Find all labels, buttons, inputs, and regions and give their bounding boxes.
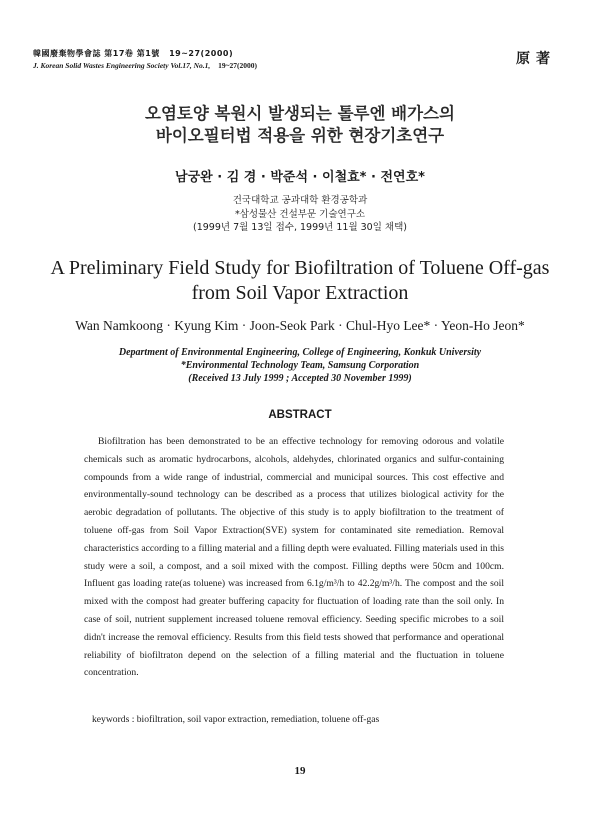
abstract-body: Biofiltration has been demonstrated to be an effective technology for removing odorous and volatile chemicals such as aromatic hydrocarbons, alcohols, aldehydes, chlorinated organics and sulfur-containing compounds from a wide range of industrial, commercial and municipal sources. This cost effective and environmentally-sound technology can be described as a process that utilizes biological activity for the aerobic degradation of pollutants. The objective of this study is to apply biofiltration to the treatment of toluene off-gas from Soil Vapor Extraction(SVE) system for contaminated site remediation. Removal characteristics according to a filling material and a filling depth were evaluated. Filling materials used in this study were a soil, a compost, and a soil mixed with the compost. Filling depths were 50cm and 100cm. Influent gas loading rate(as toluene) was increased from 6.1g/m³/h to 42.2g/m³/h. The compost and the soil mixed with the compost had greater buffering capacity for fluctuation of loading rate than the soil only. In case of soil, nutrient supplement increased toluene removal efficiency. Seeding specific microbes to a soil didn't increase the removal efficiency. Results from this field tests showed that performance and operational reliability of biofiltraton depend on the selection of a filling material and the fluctuation in toluene concentration. xyxy=(84,436,504,679)
journal-pages-en: 19~27(2000) xyxy=(218,61,258,70)
english-title-line-1: A Preliminary Field Study for Biofiltration of Toluene Off-gas xyxy=(50,257,550,279)
journal-name-english xyxy=(33,61,257,70)
korean-affiliation-line-1: 건국대학교 공과대학 환경공학과 xyxy=(232,195,368,206)
korean-affiliations xyxy=(0,194,600,235)
english-title-line-2: from Soil Vapor Extraction xyxy=(191,282,409,304)
korean-title-line-1: 오염토양 복원시 발생되는 톨루엔 배가스의 xyxy=(145,104,455,123)
keywords: keywords : biofiltration, soil vapor extraction, remediation, toluene off-gas xyxy=(92,714,380,725)
english-affiliation-line-1: Department of Environmental Engineering, College of Engineering, Konkuk University xyxy=(118,347,482,358)
english-title xyxy=(0,256,600,306)
journal-name-ko-text: 韓國廢棄物學會誌 第17卷 第1號 xyxy=(33,49,160,58)
english-affiliation-line-2: *Environmental Technology Team, Samsung Corporation xyxy=(180,360,420,371)
original-article-badge: 原著 xyxy=(516,51,556,67)
korean-authors: 남궁완 · 김 경 · 박준석 · 이철효* · 전연호* xyxy=(175,170,425,185)
english-authors: Wan Namkoong · Kyung Kim · Joon-Seok Park · Chul-Hyo Lee* · Yeon-Ho Jeon* xyxy=(75,318,525,333)
english-affiliations xyxy=(0,346,600,385)
journal-header xyxy=(33,48,257,70)
korean-received-dates: (1999년 7월 13일 접수, 1999년 11월 30일 채택) xyxy=(192,222,407,233)
korean-title xyxy=(0,103,600,147)
korean-title-line-2: 바이오필터법 적용을 위한 현장기초연구 xyxy=(155,126,445,145)
english-received-dates: (Received 13 July 1999 ; Accepted 30 November 1999) xyxy=(188,373,412,384)
page-number: 19 xyxy=(294,765,306,777)
korean-affiliation-line-2: *삼성물산 건설부문 기술연구소 xyxy=(234,208,366,220)
abstract-heading: ABSTRACT xyxy=(268,409,332,421)
journal-pages-ko: 19~27(2000) xyxy=(169,49,234,58)
journal-name-korean xyxy=(33,48,257,59)
journal-name-en-text: J. Korean Solid Wastes Engineering Society Vol.17, No.1, xyxy=(33,61,211,70)
